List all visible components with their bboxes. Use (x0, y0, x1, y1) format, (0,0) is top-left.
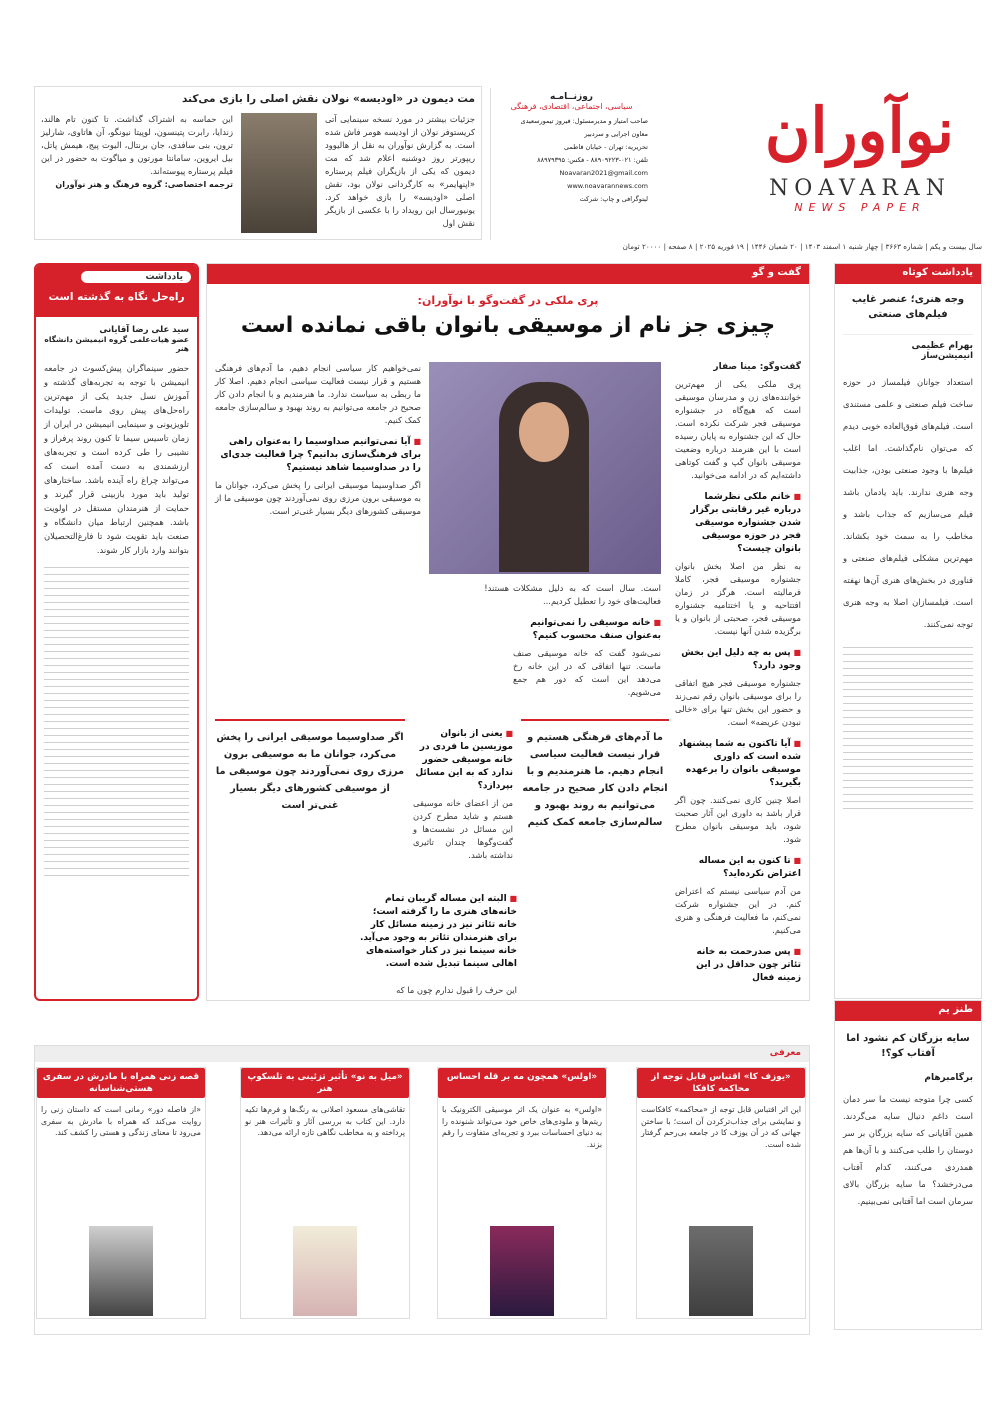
intro-card-2 (437, 1067, 607, 1319)
publisher-line: تحریریه: تهران - خیابان فاطمی (563, 143, 648, 151)
logo-text: نوآوران (764, 94, 954, 167)
left-text: حضور سینماگران پیش‌کسوت در جامعه انیمیشن با توجه به تجربه‌های گذشته و آموزش نسل جدید یکی از مهم‌ترین راه‌حل‌های پیش روی ماست. تولیدات تلویزیونی و سینمایی انیمیشن در ایران از زمان تاسیس سیما تا کنون روند پرفراز و نشیبی را طی کرده است و تجربه‌های ارزشمندی به دست آمده است که می‌تواند چراغ راه آینده باشد. ساختارهای تولید باید مورد بازبینی قرار گیرند و حمایت از هنرمندان مستقل در اولویت باشد. همچنین ارتباط میان دانشگاه و صنعت باید تقویت شود تا فارغ‌التحصیلان بتوانند وارد بازار کار شوند. (44, 363, 189, 555)
answer-7: من از اعضای خانه موسیقی هستم و شاید مطرح کردن این مسائل در نشست‌ها و گفت‌وگوها چندان تاثیری نداشته باشد. (413, 798, 513, 860)
intro-card-image (689, 1226, 753, 1316)
question-4: ■ تا کنون به این مساله اعتراض نکرده‌اید؟ (675, 854, 801, 881)
publisher-line: www.noavarannews.com (567, 182, 648, 190)
question-9: ■ آیا نمی‌توانیم صداوسیما را به‌عنوان راهی برای فرهنگ‌سازی بدانیم؟ چرا فعالیت جدی‌ای را در صداوسیما شاهد نیستیم؟ (215, 435, 421, 475)
left-section-header: یادداشت (81, 271, 191, 283)
interview-photo (429, 362, 661, 574)
interview-col2: است. سال است که به دلیل مشکلات فعالیت‌های خود را تعطیل کردیم... (513, 583, 661, 606)
publisher-line: صاحب امتیاز و مدیرمسئول: فیروز تیمورسعیدی (520, 117, 648, 125)
intro-card-4 (36, 1067, 206, 1319)
intro-card-text: تقاشی‌های مسعود اصلانی به رنگ‌ها و فرم‌ها تکیه دارد. این کتاب به بررسی آثار و تأثیرات هنر نو پرداخته و به مخاطب نگاهی تازه ارائه می‌دهد. (245, 1105, 405, 1137)
interview-end: این حرف را قبول ندارم چون ما که (396, 985, 517, 995)
right-title: وجه هنری؛ عنصر غایب فیلم‌های صنعتی (851, 294, 965, 320)
publisher-line: تلفن: ۰۲۱-۸۸۹۰۹۲۲۳ - فکس: ۸۸۹۷۹۳۹۵ (537, 156, 648, 164)
issue-line: سال بیست و یکم | شماره ۳۶۶۳ | چهار شنبه ۱ اسفند ۱۴۰۳ | ۲۰ شعبان ۱۴۴۶ | ۱۹ فوریه ۲۰۲۵ | ۸ صفحه | ۲۰۰۰۰ تومان (622, 242, 982, 251)
interview-headline: چیزی جز نام از موسیقی بانوان باقی نمانده است (240, 313, 776, 338)
intro-card-title: «میل به نو» تأثیر تزئینی به تلسکوپ هنر (241, 1068, 409, 1098)
question-6: ■ خانه موسیقی را نمی‌توانیم به‌عنوان صنف محسوب کنیم؟ (513, 616, 661, 643)
intro-card-3 (240, 1067, 410, 1319)
interview-kicker: پری ملکی در گفت‌وگو با نوآوران: (417, 294, 599, 307)
top-story-photo (241, 113, 317, 233)
intro-card-title: «اولس» همچون مه بر قله احساس (438, 1068, 606, 1098)
intro-card-text: این اثر اقتباس قابل توجه از «محاکمه» کافکاست و نمایشی برای جذاب‌ترکردن آن است؛ با ساختن جهانی که در آن یوزف کا در جامعه بی‌رحم گرفتار شده است. (641, 1105, 801, 1149)
intro-card-title: قصه زنی همراه با مادرش در سفری هستی‌شناسانه (37, 1068, 205, 1098)
top-story-title: مت دیمون در «اودیسه» نولان نقش اصلی را بازی می‌کند (181, 93, 475, 105)
pull-quote-1: ما آدم‌های فرهنگی هستیم و قرار نیست فعالیت سیاسی انجام دهیم. ما هنرمندیم و با انجام دادن کار صحیح در جامعه می‌توانیم به روند بهبود و سالم‌سازی جامعه کمک کنیم (521, 719, 669, 831)
interview-section-header: گفت و گو (207, 264, 809, 284)
publisher-head: روزنــامـه (550, 92, 593, 102)
answer-9: اگر صداوسیما موسیقی ایرانی را پخش می‌کرد، جوانان ما به موسیقی برون مرزی روی نمی‌آوردند چون موسیقی ما از موسیقی کشورهای دیگر بسیار غنی‌تر است. (215, 480, 421, 516)
intro-header (35, 1046, 809, 1062)
humor-title: سایه بزرگان کم نشود اما آفتاب کو؟! (846, 1033, 970, 1059)
answer-3: اصلا چنین کاری نمی‌کنند. چون اگر قرار باشد به داوری این آثار صحبت شود، باید موسیقی بانوان مطرح شود. (675, 795, 801, 844)
interview-col3: نمی‌خواهیم کار سیاسی انجام دهیم، ما آدم‌های فرهنگی هستیم و قرار نیست فعالیت سیاسی انجام دهیم. اصلا کار ما ربطی به سیاست ندارد. ما هنرمندیم و با انجام دادن کار صحیح در جامعه می‌توانیم به روند بهبود و سالم‌سازی جامعه کمک کنیم. (215, 363, 421, 425)
intro-card-title: «یوزف کا» اقتباس قابل توجه از محاکمه کافکا (637, 1068, 805, 1098)
publisher-sub: سیاسی، اجتماعی، اقتصادی، فرهنگی (510, 102, 633, 111)
publisher-line: لیتوگرافی و چاپ: شرکت (579, 195, 648, 203)
intro-section-label: معرفی (769, 1048, 801, 1058)
top-story-col1: جزئیات بیشتر در مورد نسخه سینمایی آتی کریستوفر نولان از اودیسه هومر فاش شده است. به گزارش نوآوران به نقل از هالیوود ریپورتر روز دوشنبه اعلام شد که مت دیمون که یکی از بازیگران فیلم پرستاره «اپنهایمر» به کارگردانی نولان بود، نقش اصلی «اودیسه» را بازی خواهد کرد. یونیورسال این رویداد را با عکسی از بازیگر نقش اول (325, 114, 475, 228)
publisher-line: معاون اجرایی و سردبیر (584, 130, 648, 138)
humor-author: برگامبرهام (924, 1073, 973, 1083)
answer-2: جشنواره موسیقی فجر هیچ اتفاقی را برای موسیقی بانوان رقم نمی‌زند و حضور این بخش تنها برای «خالی نبودن عریضه» است. (675, 678, 801, 727)
answer-4: من آدم سیاسی نیستم که اعتراض کنم. در این جشنواره شرکت نمی‌کنم، ما فعالیت فرهنگی و هنری می‌کنیم. (675, 886, 801, 935)
top-story-col2: این حماسه به اشتراک گذاشت. تا کنون تام هالند، زندایا، رابرت پتینسون، لوپیتا نیونگو، آن هاتاوی، شارلیز ترون، بنی سافدی، جان برنتال، الیوت پیج، هیمش پاتل، بیل ایروین، سامانتا مورتون و میاگوت به حضور در این فیلم پرستاره پیوسته‌اند. (41, 114, 233, 176)
answer-6: نمی‌شود گفت که خانه موسیقی صنف ماست. تنها اتفاقی که در این خانه رخ می‌دهد این است که دور هم جمع می‌شویم. (513, 648, 661, 697)
intro-card-1 (636, 1067, 806, 1319)
humor-text: کسی چرا متوجه نیست ما سر دمان است داغم دنبال سایه می‌گردند. همین آقایانی که سایه بزرگان بر سر دوستان را طلب می‌کنند و با آن‌ها هم همدردی می‌کنند، کدام آفتاب می‌درخشد؟ ما سایه بزرگان بالای سرمان است اما آفتابی نمی‌بینیم. (843, 1094, 973, 1206)
interview-intro: پری ملکی یکی از مهم‌ترین خواننده‌های زن و مدرسان موسیقی است که هیچ‌گاه در جشنواره موسیقی فجر شرکت نکرده است. حال که این جشنواره به پایان رسیده است با این هنرمند درباره وضعیت موسیقی بانوان گپ و گفت کوتاهی داشته‌ایم که در ادامه می‌خوانید. (675, 379, 801, 480)
left-author-title: عضو هیات‌علمی گروه انیمیشن دانشگاه هنر (44, 335, 189, 353)
logo-newspaper: NEWS PAPER (794, 201, 926, 214)
right-author-title: انیمیشن‌ساز (921, 351, 973, 361)
left-column (34, 263, 199, 1001)
answer-1: به نظر من اصلا بخش بانوان جشنواره موسیقی فجر، کاملا فرمالیته است. هرگز در زمان افتتاحیه و یا اختتامیه جشنواره موسیقی فجر، صحبتی از بانوان و یا برگزیده شدن آنها نیست. (675, 561, 801, 636)
left-author: سید علی رضا آقایانی (99, 325, 189, 335)
question-8: ■ البته این مساله گریبان تمام خانه‌های هنری ما را گرفته است؛ خانه تئاتر نیز در زمینه مسائل کار برای هنرمندان تئاتر به وجود می‌آید. خانه سینما نیز در کنار خواسته‌های اهالی سینما تبدیل شده است. (357, 892, 517, 971)
question-1: ■ خانم ملکی نظرشما درباره غیر رقابتی برگزار شدن جشنواره موسیقی فجر در حوزه موسیقی بانوان چیست؟ (675, 490, 801, 556)
masthead (766, 86, 954, 246)
intro-card-text: «از فاصله دور» رمانی است که داستان زنی را روایت می‌کند که همراه با مادرش به سفری می‌رود تا معنای زندگی و هستی را کشف کند. (41, 1105, 201, 1137)
right-column (834, 263, 982, 999)
top-story-credit: ترجمه اختصاصی: گروه فرهنگ و هنر نوآوران (55, 180, 233, 189)
interview-section: گفت و گو پری ملکی در گفت‌وگو با نوآوران: چیزی جز نام از موسیقی بانوان باقی نمانده است گفت‌وگو: مینا صفار پری ملکی یکی از مهم‌ترین خواننده‌های زن و مدرسان موسیقی است که هیچ‌گاه در جشنواره موسیقی فجر شرکت نکرده است. حال که این جشنواره به پایان رسیده است با این هنرمند درباره وضعیت موسیقی بانوان گپ و گفت کوتاهی داشته‌ایم که در ادامه می‌خوانید. ■ خانم ملکی نظرشما درباره غیر رقابتی برگزار شدن جشنواره موسیقی فجر در حوزه موسیقی بانوان چیست؟ به نظر من اصلا بخش بانوان جشنواره موسیقی فجر، کاملا فرمالیته است. هرگز در زمان افتتاحیه و یا اختتامیه جشنواره موسیقی فجر، صحبتی از بانوان و یا برگزیده شدن آنها نیست. ■ پس به چه دلیل این بخش وجود دارد؟ جشنواره موسیقی فجر هیچ اتفاقی را برای موسیقی بانوان رقم نمی‌زند و حضور این بخش تنها برای «خالی نبودن عریضه» است. ■ آیا تاکنون به شما پیشنهاد شده است که داوری موسیقی بانوان را برعهده بگیرید؟ اصلا چنین کاری نمی‌کنند. چون اگر قرار باشد به داوری این آثار صحبت شود، باید موسیقی بانوان مطرح شود. ■ تا کنون به این مساله اعتراض نکرده‌اید؟ من آدم سیاسی نیستم که اعتراض کنم. در این جشنواره شرکت نمی‌کنم، ما فعالیت فرهنگی و هنری می‌کنیم. ■ پس صدرحمت به خانه تئاتر چون حداقل در این زمینه فعال است. سال است که به دلیل مشکلات فعالیت‌های خود را تعطیل کردیم... ■ خانه موسیقی را نمی‌توانیم به‌عنوان صنف محسوب کنیم؟ نمی‌شود گفت که خانه موسیقی صنف ماست. تنها اتفاقی که در این خانه رخ می‌دهد این است که دور هم جمع می‌شویم. هستند! نمی‌خواهیم کار سیاسی انجام دهیم، ما آدم‌های فرهنگی هستیم و قرار نیست فعالیت سیاسی انجام دهیم. اصلا کار ما ربطی به سیاست ندارد. ما هنرمندیم و با انجام دادن کار صحیح در جامعه می‌توانیم به روند بهبود و سالم‌سازی جامعه کمک کنیم. ■ آیا نمی‌توانیم صداوسیما را به‌عنوان راهی برای فرهنگ‌سازی بدانیم؟ چرا فعالیت جدی‌ای را در صداوسیما شاهد نیستیم؟ اگر صداوسیما موسیقی ایرانی را پخش می‌کرد، جوانان ما به موسیقی برون مرزی روی نمی‌آوردند چون موسیقی ما از موسیقی کشورهای دیگر بسیار غنی‌تر است. ما آدم‌های فرهنگی هستیم و قرار نیست فعالیت سیاسی انجام دهیم. ما هنرمندیم و با انجام دادن کار صحیح در جامعه می‌توانیم به روند بهبود و سالم‌سازی جامعه کمک کنیم اگر صداوسیما موسیقی ایرانی را پخش می‌کرد، جوانان ما به موسیقی برون مرزی روی نمی‌آوردند چون موسیقی ما از موسیقی کشورهای دیگر بسیار غنی‌تر است ■ یعنی از بانوان موزیسین ما فردی در خانه موسیقی حضور ندارد که به این مسائل بپردازد؟ من از اعضای خانه موسیقی هستم و شاید مطرح کردن این مسائل در نشست‌ها و گفت‌وگوها چندان تاثیری نداشته باشد. ■ البته این مساله گریبان تمام خانه‌های هنری ما را گرفته است؛ خانه تئاتر نیز در زمینه مسائل کار برای هنرمندان تئاتر به وجود می‌آید. خانه سینما نیز در کنار خواسته‌های اهالی سینما تبدیل شده است. این حرف را قبول ندارم چون ما که (206, 263, 810, 1001)
question-5: ■ پس صدرحمت به خانه تئاتر چون حداقل در این زمینه فعال (675, 945, 801, 985)
humor-header: طنز یم (835, 1001, 981, 1021)
interview-byline: گفت‌وگو: مینا صفار (713, 362, 801, 372)
publisher-box (490, 88, 652, 240)
left-title: راه‌حل نگاه به گذشته است (48, 291, 185, 303)
intro-card-image (490, 1226, 554, 1316)
intro-card-image (293, 1226, 357, 1316)
pull-quote-2: اگر صداوسیما موسیقی ایرانی را پخش می‌کرد، جوانان ما به موسیقی برون مرزی روی نمی‌آوردند چون موسیقی ما از موسیقی کشورهای دیگر بسیار غنی‌تر است (215, 719, 405, 814)
question-2: ■ پس به چه دلیل این بخش وجود دارد؟ (675, 646, 801, 673)
right-author: بهرام عظیمی (911, 341, 973, 351)
question-7: ■ یعنی از بانوان موزیسین ما فردی در خانه موسیقی حضور ندارد که به این مسائل بپردازد؟ (413, 727, 513, 793)
logo-english: NOAVARAN (768, 176, 952, 201)
question-3: ■ آیا تاکنون به شما پیشنهاد شده است که داوری موسیقی بانوان را برعهده بگیرید؟ (675, 737, 801, 790)
right-text: استعداد جوانان فیلمساز در حوزه ساخت فیلم صنعتی و علمی مستندی است. فیلم‌های فوق‌العاده خوبی دیدم که می‌توان نام‌گذاشت. اما اغلب فیلم‌ها با وجود صنعتی بودن، جذابیت وجه هنری ندارند. باید یادمان باشد فیلم می‌سازیم که جذاب باشد و مخاطب را به سمت خود بکشاند. مهم‌ترین مشکلی فیلم‌های صنعتی و فناوری در بخش‌های هنری آن‌ها نهفته است. فیلمسازان اصلا به وجه هنری توجه نمی‌کنند. (843, 377, 973, 629)
top-story (34, 86, 482, 240)
publisher-line: Noavaran2021@gmail.com (559, 169, 648, 177)
intro-card-image (89, 1226, 153, 1316)
right-section-header: یادداشت کوتاه (835, 264, 981, 284)
right-humor (834, 1000, 982, 1330)
intro-card-text: «اولس» به عنوان یک اثر موسیقی الکترونیک با ریتم‌ها و ملودی‌های خاص خود می‌تواند شنونده را به دنیای احساسات ببرد و تجربه‌ای متفاوت را رقم بزند. (442, 1105, 602, 1149)
